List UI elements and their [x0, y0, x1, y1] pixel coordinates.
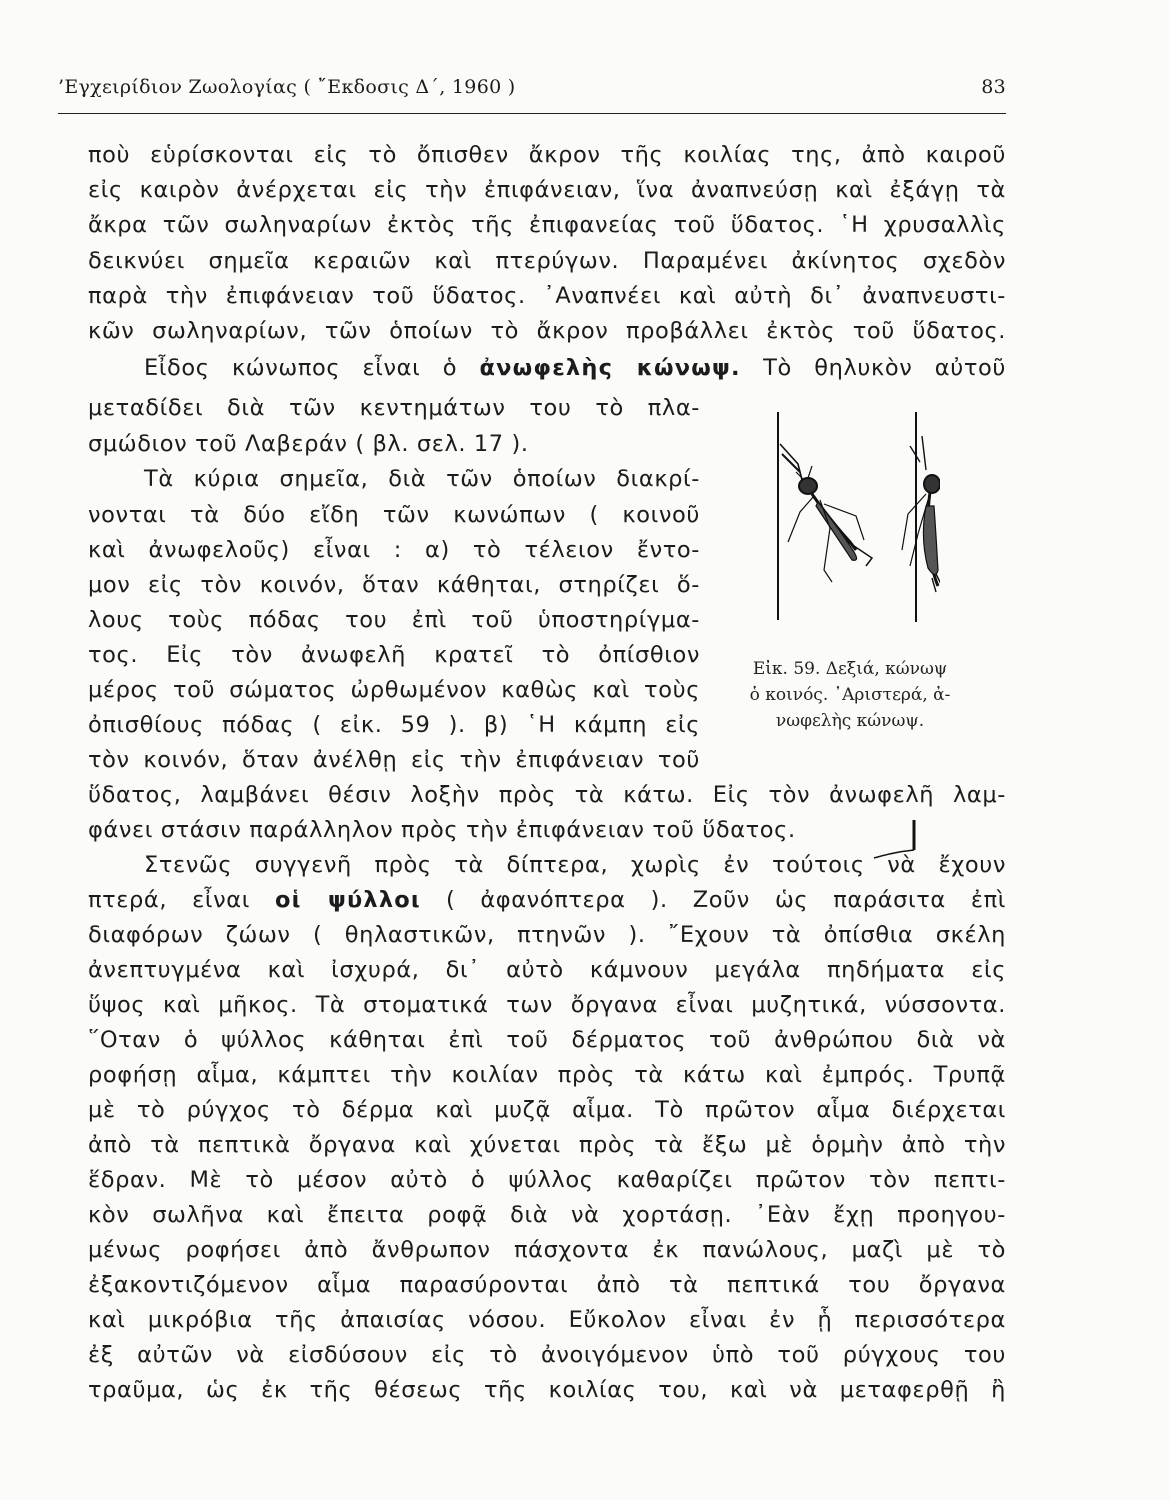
- text-line: [88, 351, 1006, 385]
- text-line: ἀπὸ τὰ πεπτικὰ ὄργανα καὶ χύνεται πρὸς τὰ ἔξω μὲ ὁρμὴν ἀπὸ τὴν: [88, 1132, 1006, 1158]
- text-line: σμώδιον τοῦ Λαβεράν ( βλ. σελ. 17 ).: [88, 431, 529, 457]
- term-fleas: οἱ ψύλλοι: [275, 887, 421, 913]
- caption-line: ὁ κοινός. ᾿Αριστερά, ἀ-: [749, 685, 951, 705]
- text-fragment: ( ἀφανόπτερα ). Ζοῦν ὡς παράσιτα ἐπὶ: [445, 887, 1006, 913]
- text-line: μεταδίδει διὰ τῶν κεντημάτων του τὸ πλα-: [88, 395, 700, 421]
- text-line: εἰς καιρὸν ἀνέρχεται εἰς τὴν ἐπιφάνειαν, ἵνα ἀναπνεύσῃ καὶ ἐξάγῃ τὰ: [88, 177, 1006, 203]
- text-line: Τὰ κύρια σημεῖα, διὰ τῶν ὁποίων διακρί-: [144, 466, 700, 492]
- header-rule: [58, 113, 1006, 114]
- text-line: Στενῶς συγγενῆ πρὸς τὰ δίπτερα, χωρὶς ἐν τούτοις νὰ ἔχουν: [144, 852, 1006, 878]
- text-line: μὲ τὸ ρύγχος τὸ δέρμα καὶ μυζᾷ αἷμα. Τὸ πρῶτον αἷμα διέρχεται: [88, 1097, 1006, 1123]
- text-line: [88, 883, 1006, 917]
- text-line: κὸν σωλῆνα καὶ ἔπειτα ροφᾷ διὰ νὰ χορτάσῃ. ᾿Εὰν ἔχῃ προηγου-: [88, 1202, 1006, 1228]
- text-line: ποὺ εὑρίσκονται εἰς τὸ ὄπισθεν ἄκρον τῆς κοιλίας της, ἀπὸ καιροῦ: [88, 142, 1006, 168]
- text-line: ῞Οταν ὁ ψύλλος κάθηται ἐπὶ τοῦ δέρματος τοῦ ἀνθρώπου διὰ νὰ: [88, 1027, 1006, 1053]
- text-line: ἐξ αὐτῶν νὰ εἰσδύσουν εἰς τὸ ἀνοιγόμενον ὑπὸ τοῦ ρύγχους του: [88, 1342, 1006, 1368]
- text-line: ἄκρα τῶν σωληναρίων ἐκτὸς τῆς ἐπιφανείας τοῦ ὕδατος. ῾Η χρυσαλλὶς: [88, 212, 1006, 238]
- text-line: κῶν σωληναρίων, τῶν ὁποίων τὸ ἄκρον προβάλλει ἐκτὸς τοῦ ὕδατος.: [88, 318, 1006, 344]
- text-line: μον εἰς τὸν κοινόν, ὅταν κάθηται, στηρίζει ὅ-: [88, 572, 700, 598]
- text-line: ἐξακοντιζόμενον αἷμα παρασύρονται ἀπὸ τὰ πεπτικά του ὄργανα: [88, 1272, 1006, 1298]
- text-line: ὀπισθίους πόδας ( εἰκ. 59 ). β) ῾Η κάμπη εἰς: [88, 712, 700, 738]
- anopheles-mosquito-illustration: [778, 412, 872, 620]
- caption-line: Εἰκ. 59. Δεξιά, κώνωψ: [752, 659, 948, 679]
- figure-caption: [735, 656, 965, 734]
- text-line: τὸν κοινόν, ὅταν ἀνέλθῃ εἰς τὴν ἐπιφάνειαν τοῦ: [88, 747, 700, 773]
- text-line: μένως ροφήσει ἀπὸ ἄνθρωπον πάσχοντα ἐκ πανώλους, μαζὶ μὲ τὸ: [88, 1237, 1006, 1263]
- page-number: 83: [981, 76, 1006, 98]
- book-title: ’Εγχειρίδιον Ζωολογίας ( ῎Εκδοσις Δ΄, 1960 ): [58, 76, 516, 98]
- text-line: καὶ ἀνωφελοῦς) εἶναι : α) τὸ τέλειον ἔντο-: [88, 537, 700, 563]
- mosquito-figure: [760, 410, 940, 650]
- text-line: ἕδραν. Μὲ τὸ μέσον αὐτὸ ὁ ψύλλος καθαρίζει πρῶτον τὸν πεπτι-: [88, 1167, 1006, 1193]
- term-anopheles: ἀνωφελὴς κώνωψ.: [479, 355, 741, 381]
- proofreading-mark: [870, 818, 930, 868]
- text-line: καὶ μικρόβια τῆς ἀπαισίας νόσου. Εὔκολον εἶναι ἐν ᾗ περισσότερα: [88, 1307, 1006, 1333]
- text-line: ροφήσῃ αἷμα, κάμπτει τὴν κοιλίαν πρὸς τὰ κάτω καὶ ἐμπρός. Τρυπᾷ: [88, 1062, 1006, 1088]
- text-line: φάνει στάσιν παράλληλον πρὸς τὴν ἐπιφάνειαν τοῦ ὕδατος.: [88, 817, 796, 843]
- text-fragment: πτερά, εἶναι: [88, 887, 250, 913]
- text-fragment: Εἶδος κώνωπος εἶναι ὁ: [144, 355, 458, 381]
- text-line: νονται τὰ δύο εἴδη τῶν κωνώπων ( κοινοῦ: [88, 502, 700, 528]
- text-line: ὕψος καὶ μῆκος. Τὰ στοματικά των ὄργανα εἶναι μυζητικά, νύσσοντα.: [88, 992, 1006, 1018]
- text-line: παρὰ τὴν ἐπιφάνειαν τοῦ ὕδατος. ᾿Αναπνέει καὶ αὐτὴ δι᾿ ἀναπνευστι-: [88, 283, 1006, 309]
- running-header: [58, 76, 1006, 98]
- caption-line: νωφελὴς κώνωψ.: [775, 711, 925, 731]
- text-line: τος. Εἰς τὸν ἀνωφελῆ κρατεῖ τὸ ὀπίσθιον: [88, 642, 700, 668]
- common-mosquito-illustration: [902, 412, 940, 622]
- text-line: τραῦμα, ὡς ἐκ τῆς θέσεως τῆς κοιλίας του, καὶ νὰ μεταφερθῇ ἢ: [88, 1377, 1006, 1403]
- text-line: ὕδατος, λαμβάνει θέσιν λοξὴν πρὸς τὰ κάτω. Εἰς τὸν ἀνωφελῆ λαμ-: [88, 782, 1006, 808]
- text-fragment: Τὸ θηλυκὸν αὐτοῦ: [763, 355, 1006, 381]
- text-line: δεικνύει σημεῖα κεραιῶν καὶ πτερύγων. Παραμένει ἀκίνητος σχεδὸν: [88, 248, 1006, 274]
- text-line: ἀνεπτυγμένα καὶ ἰσχυρά, δι᾿ αὐτὸ κάμνουν μεγάλα πηδήματα εἰς: [88, 957, 1006, 983]
- text-line: λους τοὺς πόδας του ἐπὶ τοῦ ὑποστηρίγμα-: [88, 607, 700, 633]
- text-line: διαφόρων ζώων ( θηλαστικῶν, πτηνῶν ). ῎Εχουν τὰ ὀπίσθια σκέλη: [88, 922, 1006, 948]
- text-line: μέρος τοῦ σώματος ὠρθωμένον καθὼς καὶ τοὺς: [88, 677, 700, 703]
